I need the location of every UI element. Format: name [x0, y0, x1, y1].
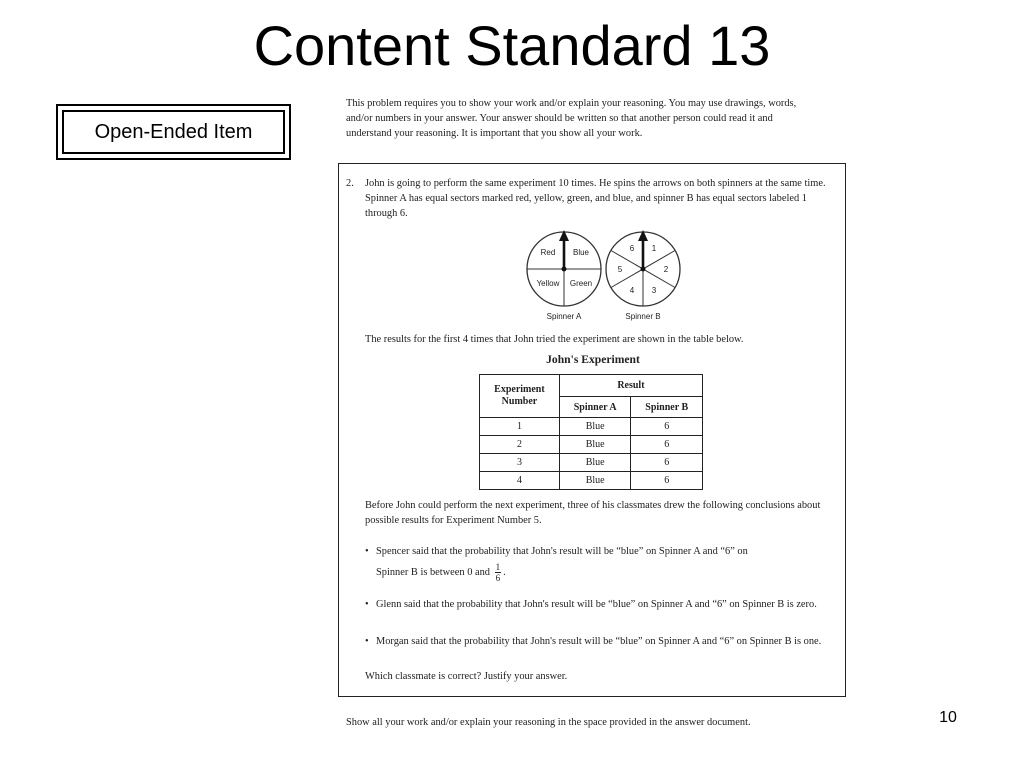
- item-type-label: Open-Ended Item: [62, 110, 285, 154]
- header-spinner-b: Spinner B: [631, 397, 703, 418]
- footer-instructions: Show all your work and/or explain your reasoning in the space provided in the answer document.: [346, 717, 751, 728]
- fraction-numerator: 1: [495, 562, 501, 573]
- spencer-conclusion-line2: [376, 562, 836, 584]
- spinner-a-caption: Spinner A: [546, 312, 582, 321]
- cell-spinner-a: Blue: [559, 454, 631, 472]
- conclusions-intro-text: Before John could perform the next experiment, three of his classmates drew the following conclusions about possible results for Experiment Number 5.: [365, 500, 821, 526]
- bullet-marker: •: [365, 599, 369, 610]
- spinner-b-sector-6: 6: [629, 244, 635, 253]
- experiment-table: [479, 374, 703, 490]
- spinner-b-sector-3: 3: [651, 286, 657, 295]
- spencer-conclusion-line1: Spencer said that the probability that John's result will be “blue” on Spinner A and “6” on: [376, 546, 748, 557]
- spencer-conclusion-period: .: [503, 567, 506, 578]
- spinner-a-sector-red: Red: [540, 248, 556, 257]
- bullet-marker: •: [365, 636, 369, 647]
- question-prompt: Which classmate is correct? Justify your answer.: [365, 671, 568, 682]
- fraction-one-sixth: [495, 562, 502, 583]
- spinner-b: [606, 230, 680, 321]
- spencer-conclusion-text: Spinner B is between 0 and: [376, 567, 490, 578]
- table-row: [480, 472, 703, 490]
- item-type-box: [56, 104, 291, 160]
- spinner-b-caption: Spinner B: [625, 312, 661, 321]
- spinner-a: [527, 230, 601, 321]
- table-row: [480, 436, 703, 454]
- cell-experiment-number: 4: [480, 472, 560, 490]
- page-number: 10: [939, 709, 957, 726]
- table-title: John's Experiment: [546, 353, 640, 366]
- bullet-marker: •: [365, 546, 369, 557]
- cell-spinner-a: Blue: [559, 436, 631, 454]
- cell-spinner-b: 6: [631, 418, 703, 436]
- cell-spinner-b: 6: [631, 472, 703, 490]
- table-row: [480, 418, 703, 436]
- glenn-conclusion: Glenn said that the probability that John's result will be “blue” on Spinner A and “6” on Spinner B is zero.: [376, 599, 817, 610]
- spinner-a-sector-green: Green: [569, 279, 593, 288]
- spinner-a-sector-blue: Blue: [572, 248, 590, 257]
- table-row: [480, 454, 703, 472]
- results-intro-text: The results for the first 4 times that John tried the experiment are shown in the table below.: [365, 334, 744, 345]
- header-result: Result: [559, 375, 702, 397]
- cell-spinner-a: Blue: [559, 472, 631, 490]
- question-number: 2.: [346, 178, 354, 189]
- header-spinner-a: Spinner A: [559, 397, 631, 418]
- cell-spinner-a: Blue: [559, 418, 631, 436]
- morgan-conclusion: Morgan said that the probability that John's result will be “blue” on Spinner A and “6” on Spinner B is one.: [376, 636, 822, 647]
- fraction-denominator: 6: [495, 573, 501, 584]
- header-experiment-number: Experiment Number: [480, 375, 560, 418]
- cell-spinner-b: 6: [631, 454, 703, 472]
- spinner-b-sector-5: 5: [617, 265, 623, 274]
- instructions-text: This problem requires you to show your work and/or explain your reasoning. You may use drawings, words, and/or numbers in your answer. Your answer should be written so that another person could read it and understand your reasoning. It is important that you show all your work.: [346, 98, 797, 139]
- spinner-b-sector-2: 2: [663, 265, 669, 274]
- question-text: John is going to perform the same experiment 10 times. He spins the arrows on both spinners at the same time. Spinner A has equal sectors marked red, yellow, green, and blue, and spinner B has equal sectors labeled 1 through 6.: [365, 178, 826, 219]
- spinner-b-sector-1: 1: [651, 244, 657, 253]
- problem-box: [338, 163, 846, 697]
- spinner-a-sector-yellow: Yellow: [536, 279, 560, 288]
- spinners-figure: [519, 228, 689, 324]
- cell-experiment-number: 1: [480, 418, 560, 436]
- spinner-b-sector-4: 4: [629, 286, 635, 295]
- cell-experiment-number: 2: [480, 436, 560, 454]
- cell-experiment-number: 3: [480, 454, 560, 472]
- slide-title: Content Standard 13: [253, 14, 771, 77]
- cell-spinner-b: 6: [631, 436, 703, 454]
